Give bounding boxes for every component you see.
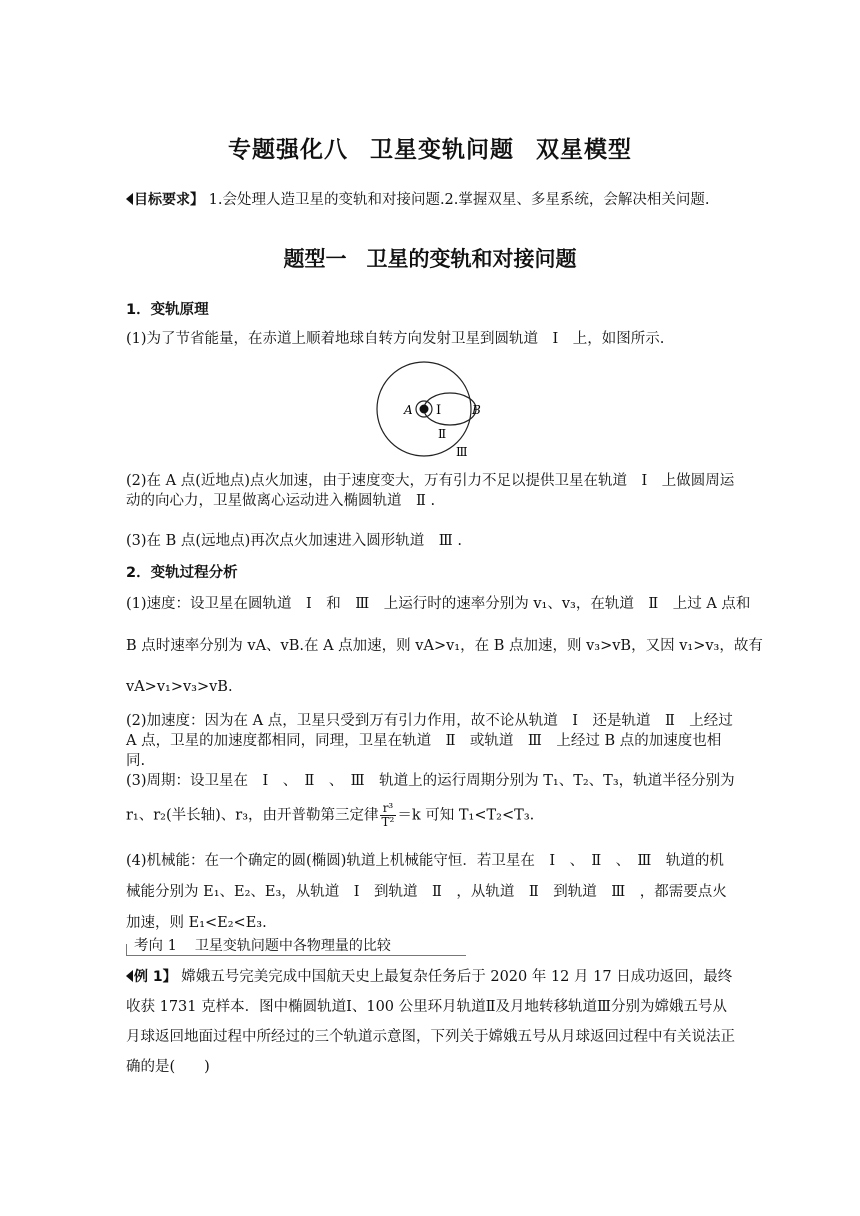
example-tag: 例 1】 [126, 969, 177, 985]
kepler-fraction [380, 802, 397, 829]
acceleration-paragraph: (2)加速度：因为在 A 点，卫星只受到万有引力作用，故不论从轨道 Ⅰ 还是轨道 Ⅱ 上经过 A 点，卫星的加速度都相同，同理，卫星在轨道 Ⅱ 或轨道 Ⅲ 上经过 B 点的加速度也相同. [126, 713, 733, 769]
heading-part-2: 卫星的变轨和对接问题 [366, 247, 577, 271]
kaoxiang-topic: 卫星变轨问题中各物理量的比较 [194, 938, 391, 954]
speed-line-2: B 点时速率分别为 vA、vB.在 A 点加速，则 vA>v₁，在 B 点加速，则 v₃>vB，又因 v₁>v₃，故有 [126, 638, 763, 654]
heading-part-1: 题型一 [283, 247, 347, 271]
example-1 [126, 962, 736, 1082]
section1-p2: (2)在 A 点(近地点)点火加速，由于速度变大，万有引力不足以提供卫星在轨道 Ⅰ 上做圆周运动的向心力，卫星做离心运动进入椭圆轨道 Ⅱ . [126, 473, 735, 509]
orbit-diagram [370, 356, 510, 460]
section1-title: 1．变轨原理 [126, 302, 209, 318]
section1-p3: (3)在 B 点(远地点)再次点火加速进入圆形轨道 Ⅲ . [126, 533, 462, 549]
period-line-2-a: r₁、r₂(半长轴)、r₃，由开普勒第三定律 [126, 807, 379, 824]
goal-tag: 目标要求】 [126, 192, 204, 208]
goal-text: 1.会处理人造卫星的变轨和对接问题.2.掌握双星、多星系统，会解决相关问题. [208, 192, 710, 208]
label-a: A [404, 403, 413, 417]
fraction-denominator: T² [381, 815, 395, 829]
goal-requirements [126, 188, 746, 209]
energy-paragraph: (4)机械能：在一个确定的圆(椭圆)轨道上机械能守恒．若卫星在 Ⅰ 、 Ⅱ 、 Ⅲ 轨道的机械能分别为 E₁、E₂、E₃，从轨道 Ⅰ 到轨道 Ⅱ ，从轨道 Ⅱ 到轨道 Ⅲ ，都需要点火加速，则 E₁<E₂<E₃. [126, 853, 727, 931]
earth-icon [420, 405, 429, 414]
title-part-1: 专题强化八 [228, 137, 348, 163]
label-b: B [472, 403, 481, 417]
page-title [0, 131, 860, 164]
example-text: 嫦娥五号完美完成中国航天史上最复杂任务后于 2020 年 12 月 17 日成功返回，最终收获 1731 克样本．图中椭圆轨道Ⅰ、100 公里环月轨道Ⅱ及月地转移轨道Ⅲ分别为嫦娥五号从月球返回地面过程中所经过的三个轨道示意图，下列关于嫦娥五号从月球返回过程中有关说法正确的是( ) [126, 969, 735, 1075]
label-orbit-1: Ⅰ [436, 403, 442, 418]
label-orbit-3: Ⅲ [456, 445, 468, 459]
section-heading [0, 243, 860, 273]
speed-line-3: vA>v₁>v₃>vB. [126, 679, 233, 695]
kaoxiang-banner [126, 934, 466, 956]
kaoxiang-label: 考向 1 [134, 938, 177, 954]
period-line-2 [126, 802, 736, 829]
speed-line-1: (1)速度：设卫星在圆轨道 Ⅰ 和 Ⅲ 上运行时的速率分别为 v₁、v₃，在轨道 Ⅱ 上过 A 点和 [126, 596, 751, 612]
period-line-2-b: ＝k 可知 T₁<T₂<T₃. [397, 807, 535, 824]
section1-p1: (1)为了节省能量，在赤道上顺着地球自转方向发射卫星到圆轨道 Ⅰ 上，如图所示. [126, 331, 665, 347]
title-part-3: 双星模型 [536, 137, 632, 163]
period-line-1: (3)周期：设卫星在 Ⅰ 、 Ⅱ 、 Ⅲ 轨道上的运行周期分别为 T₁、T₂、T₃，轨道半径分别为 [126, 773, 735, 789]
section2-title: 2．变轨过程分析 [126, 565, 238, 581]
title-part-2: 卫星变轨问题 [370, 137, 514, 163]
label-orbit-2: Ⅱ [438, 427, 447, 441]
fraction-numerator: r³ [380, 802, 397, 816]
